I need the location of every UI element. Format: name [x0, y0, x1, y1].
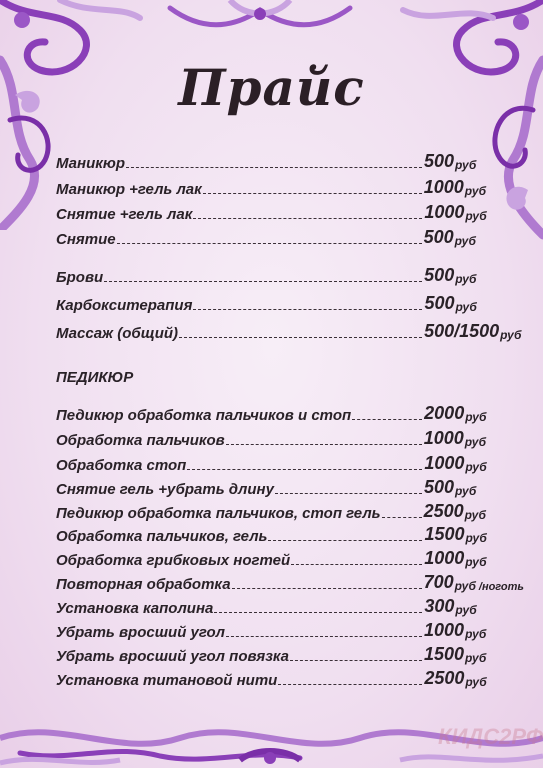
price-row	[56, 643, 526, 665]
service-price: 1000	[424, 453, 465, 473]
service-name: Брови	[56, 269, 104, 286]
service-name: Снятие	[56, 231, 116, 248]
service-name: Установка титановой нити	[56, 672, 278, 689]
dot-leader	[382, 517, 422, 518]
service-price: 2000	[424, 403, 465, 423]
price-row	[56, 264, 526, 286]
watermark-logo: КИДС2РФ	[438, 724, 543, 749]
currency-unit: руб	[454, 579, 476, 593]
dot-leader	[278, 684, 422, 685]
dot-leader	[187, 469, 422, 470]
currency-unit: руб	[465, 627, 487, 641]
dot-leader	[126, 167, 422, 168]
currency-unit: руб	[455, 484, 477, 498]
price-row	[56, 476, 526, 498]
dot-leader	[226, 444, 422, 445]
dot-leader	[291, 564, 422, 565]
currency-unit: руб	[465, 675, 487, 689]
service-price: 300	[424, 596, 455, 616]
dot-leader	[352, 419, 422, 420]
service-price: 1500	[424, 524, 465, 544]
dot-leader	[290, 660, 422, 661]
price-row	[56, 292, 526, 314]
price-row	[56, 402, 526, 424]
service-name: Обработка грибковых ногтей	[56, 552, 291, 569]
currency-unit: руб	[455, 300, 477, 314]
price-suffix: /ноготь	[478, 581, 524, 593]
service-price: 1500	[423, 644, 465, 664]
price-row	[56, 523, 526, 545]
top-center-ornament	[160, 0, 360, 40]
service-price: 1000	[424, 202, 465, 222]
service-name: Убрать вросший угол	[56, 624, 226, 641]
price-row	[56, 547, 526, 569]
dot-leader	[214, 612, 422, 613]
dot-leader	[179, 337, 422, 338]
service-name: Установка каполина	[56, 600, 214, 617]
service-price: 500	[424, 265, 455, 285]
service-name: Обработка пальчиков, гель	[56, 528, 268, 545]
service-name: Массаж (общий)	[56, 325, 179, 342]
currency-unit: руб	[455, 603, 477, 617]
currency-unit: руб	[464, 184, 487, 198]
dot-leader	[226, 636, 422, 637]
service-name: Педикюр обработка пальчиков и стоп	[56, 407, 352, 424]
service-price: 500	[424, 293, 455, 313]
price-row	[56, 619, 526, 641]
currency-unit: руб	[465, 651, 487, 665]
dot-leader	[193, 218, 422, 219]
currency-unit: руб	[465, 555, 487, 569]
dot-leader	[275, 493, 422, 494]
service-name: Обработка стоп	[56, 457, 187, 474]
service-name: Обработка пальчиков	[56, 432, 225, 449]
service-price: 500	[423, 477, 455, 497]
price-row	[56, 500, 526, 522]
price-row	[56, 201, 526, 223]
price-row	[56, 150, 526, 172]
dot-leader	[104, 281, 422, 282]
price-row	[56, 176, 526, 198]
currency-unit: руб	[465, 209, 487, 223]
price-row	[56, 427, 526, 449]
currency-unit: руб	[500, 328, 522, 342]
service-name: Маникюр +гель лак	[56, 181, 202, 198]
service-price: 1000	[423, 177, 464, 197]
price-row	[56, 452, 526, 474]
dot-leader	[232, 588, 422, 589]
service-price: 2500	[424, 668, 465, 688]
service-price: 2500	[423, 501, 464, 521]
service-price: 1000	[423, 428, 464, 448]
service-name: Маникюр	[56, 155, 125, 172]
currency-unit: руб	[464, 435, 487, 449]
currency-unit: руб	[455, 272, 477, 286]
price-row	[56, 320, 526, 342]
price-row	[56, 667, 526, 689]
currency-unit: руб	[454, 234, 476, 248]
service-name: Карбокситерапия	[56, 297, 193, 314]
dot-leader	[203, 193, 422, 194]
service-name: Педикюр обработка пальчиков, стоп гель	[56, 505, 381, 522]
price-row	[56, 226, 526, 248]
service-name: Повторная обработка	[56, 576, 231, 593]
price-row	[56, 571, 526, 593]
currency-unit: руб	[455, 158, 477, 172]
price-row	[56, 595, 526, 617]
service-price: 500/1500	[424, 321, 500, 341]
service-price: 1000	[424, 620, 465, 640]
service-price: 700	[423, 572, 454, 592]
currency-unit: руб	[464, 508, 486, 522]
service-price: 1000	[424, 548, 465, 568]
currency-unit: руб	[465, 460, 487, 474]
currency-unit: руб	[465, 531, 487, 545]
service-price: 500	[423, 227, 454, 247]
service-name: Снятие гель +убрать длину	[56, 481, 274, 498]
dot-leader	[193, 309, 422, 310]
dot-leader	[268, 540, 422, 541]
service-price: 500	[423, 151, 455, 171]
page-title: Прайс	[178, 58, 365, 117]
service-name: Убрать вросший угол повязка	[56, 648, 289, 665]
pedicure-heading: ПЕДИКЮР	[56, 369, 134, 386]
dot-leader	[117, 243, 422, 244]
service-name: Снятие +гель лак	[56, 206, 193, 223]
currency-unit: руб	[465, 410, 487, 424]
